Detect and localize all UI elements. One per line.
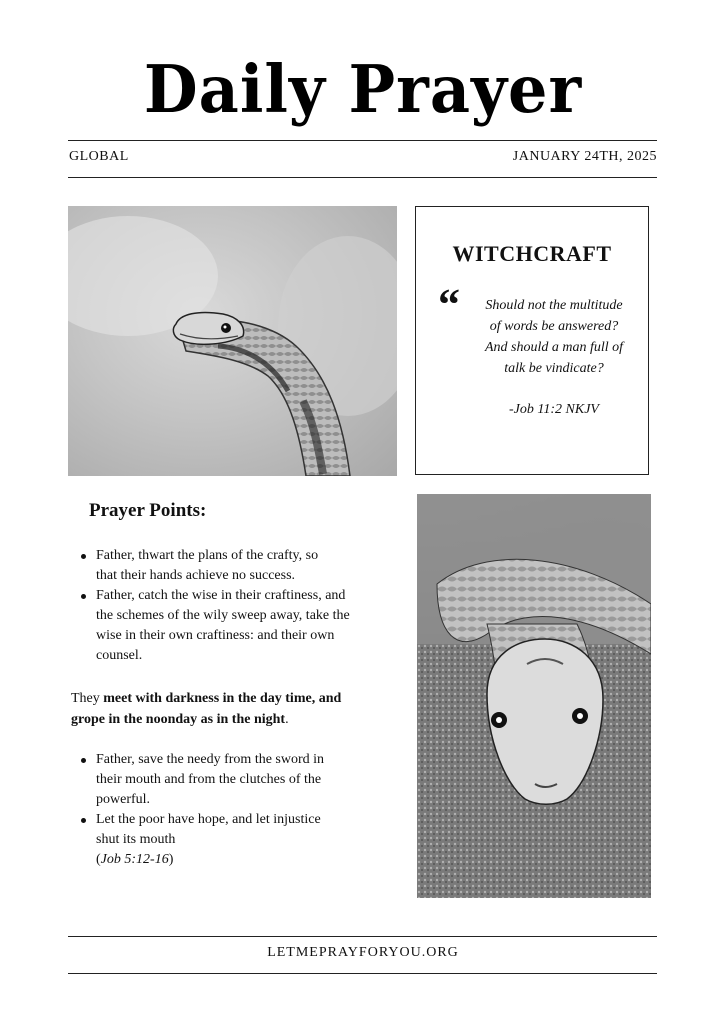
list-item bbox=[79, 810, 379, 870]
scripture-citation bbox=[96, 850, 379, 870]
divider bbox=[68, 140, 657, 141]
snake-closeup-illustration bbox=[417, 494, 651, 898]
list-item-line: that their hands achieve no success. bbox=[96, 568, 296, 583]
list-item-line: their mouth and from the clutches of the bbox=[96, 772, 322, 787]
paragraph-text: They bbox=[71, 691, 104, 706]
region-label: GLOBAL bbox=[69, 149, 129, 164]
quote-text bbox=[474, 295, 634, 379]
snake-raised-head-photo bbox=[68, 206, 397, 476]
snake-raised-head-illustration bbox=[68, 206, 397, 476]
quote-title: WITCHCRAFT bbox=[452, 241, 612, 266]
list-item-line: Father, thwart the plans of the crafty, so bbox=[96, 548, 319, 563]
scripture-paragraph bbox=[71, 688, 371, 730]
list-item bbox=[79, 586, 379, 666]
list-item-line: the schemes of the wily sweep away, take the bbox=[96, 608, 350, 623]
paragraph-bold-text: meet with darkness in the day time, and bbox=[103, 691, 342, 706]
masthead-title: Daily Prayer bbox=[143, 51, 583, 128]
quote-line: talk be vindicate? bbox=[504, 361, 604, 376]
citation-ref: Job 5:12-16 bbox=[100, 852, 169, 867]
paragraph-bold-text: grope in the noonday as in the night bbox=[71, 712, 286, 727]
list-item-line: Father, save the needy from the sword in bbox=[96, 752, 325, 767]
quote-line: And should a man full of bbox=[484, 340, 624, 355]
date-label: JANUARY 24TH, 2025 bbox=[512, 149, 657, 164]
citation-paren: ) bbox=[168, 852, 174, 867]
list-item-line: powerful. bbox=[96, 792, 151, 807]
prayer-points-list bbox=[79, 546, 379, 666]
list-item-line: wise in their own craftiness: and their own bbox=[96, 628, 335, 643]
divider bbox=[68, 936, 657, 937]
prayer-points-heading: Prayer Points: bbox=[89, 500, 207, 521]
quote-mark-icon: “ bbox=[438, 280, 460, 329]
prayer-points-list bbox=[79, 750, 379, 870]
divider bbox=[68, 973, 657, 974]
scripture-quote-box bbox=[415, 206, 649, 475]
quote-reference: -Job 11:2 NKJV bbox=[509, 402, 599, 417]
quote-line: Should not the multitude bbox=[485, 298, 623, 313]
list-item bbox=[79, 546, 379, 586]
list-item-line: Father, catch the wise in their craftiness, and bbox=[96, 588, 346, 603]
quote-line: of words be answered? bbox=[489, 319, 619, 334]
list-item-line: Let the poor have hope, and let injustice bbox=[96, 812, 321, 827]
snake-closeup-photo bbox=[417, 494, 651, 898]
list-item-line: shut its mouth bbox=[96, 832, 176, 847]
divider bbox=[68, 177, 657, 178]
citation-paren: ( bbox=[96, 852, 101, 867]
paragraph-text: . bbox=[285, 712, 289, 727]
website-footer: LETMEPRAYFORYOU.ORG bbox=[267, 945, 459, 960]
list-item-line: counsel. bbox=[96, 648, 143, 663]
list-item bbox=[79, 750, 379, 810]
